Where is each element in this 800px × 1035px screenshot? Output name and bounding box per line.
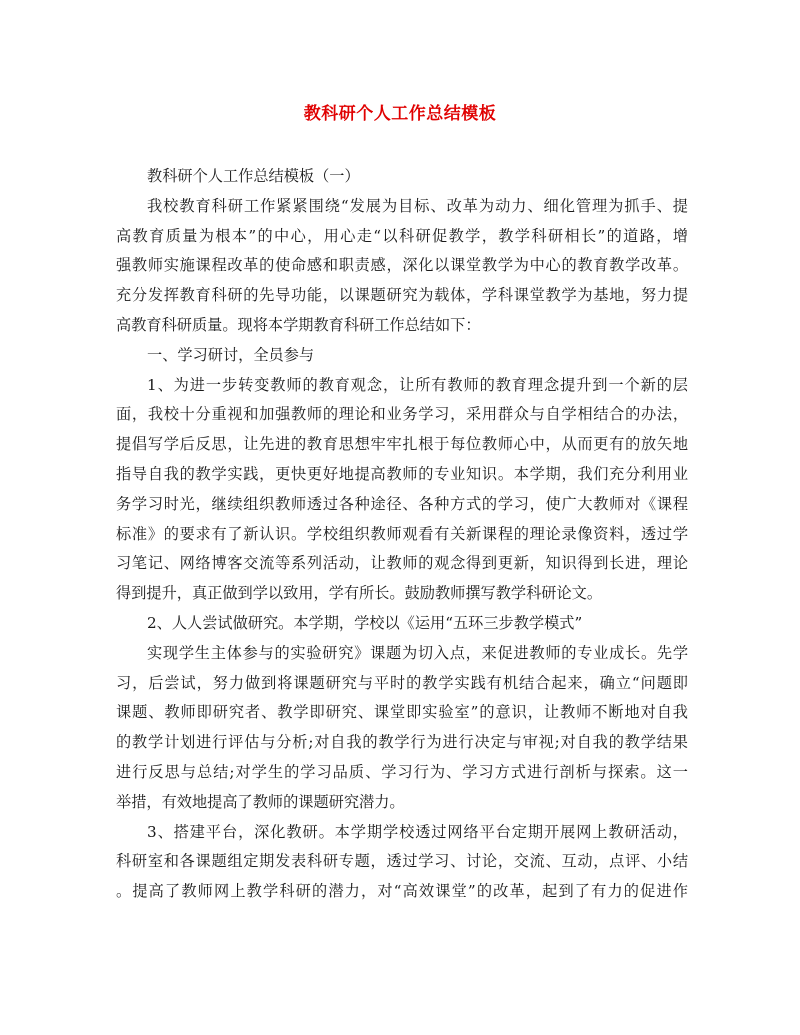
paragraph-line: 标准》的要求有了新认识。学校组织教师观看有关新课程的理论录像资料，透过学: [116, 524, 688, 543]
paragraph-line: 1、为进一步转变教师的教育观念，让所有教师的教育理念提升到一个新的层: [147, 375, 688, 394]
paragraph-line: 高教育科研质量。现将本学期教育科研工作总结如下：: [116, 315, 481, 334]
paragraph-line: 高教育质量为根本”的中心，用心走“以科研促教学，教学科研相长”的道路，增: [116, 226, 688, 245]
paragraph-line: 教科研个人工作总结模板（一）: [147, 167, 360, 185]
paragraph-line: 科研室和各课题组定期发表科研专题，透过学习、讨论，交流、互动，点评、小结: [116, 852, 688, 871]
paragraph-line: 3、搭建平台，深化教研。本学期学校透过网络平台定期开展网上教研活动，: [147, 822, 688, 841]
paragraph-line: 进行反思与总结;对学生的学习品质、学习行为、学习方式进行剖析与探索。这一: [116, 762, 688, 781]
paragraph-line: 举措，有效地提高了教师的课题研究潜力。: [116, 792, 405, 811]
paragraph-line: 提倡写学后反思，让先进的教育思想牢牢扎根于每位教师心中，从而更有的放矢地: [116, 435, 688, 454]
document-title: 教科研个人工作总结模板: [303, 104, 497, 124]
paragraph-line: 实现学生主体参与的实验研究》课题为切入点，来促进教师的专业成长。先学: [147, 643, 688, 662]
paragraph-line: 强教师实施课程改革的使命感和职责感，深化以课堂教学为中心的教育教学改革。: [116, 256, 688, 275]
paragraph-line: 充分发挥教育科研的先导功能，以课题研究为载体，学科课堂教学为基地，努力提: [116, 286, 688, 305]
paragraph-line: 得到提升，真正做到学以致用，学有所长。鼓励教师撰写教学科研论文。: [116, 584, 602, 603]
paragraph-line: 的教学计划进行评估与分析;对自我的教学行为进行决定与审视;对自我的教学结果: [116, 733, 688, 752]
document-body: [116, 162, 688, 907]
paragraph-line: 2、人人尝试做研究。本学期，学校以《运用“五环三步教学模式”: [147, 613, 583, 632]
paragraph-line: 务学习时光，继续组织教师透过各种途径、各种方式的学习，使广大教师对《课程: [116, 494, 688, 513]
paragraph-line: 课题、教师即研究者、教学即研究、课堂即实验室”的意识，让教师不断地对自我: [116, 703, 688, 722]
paragraph-line: 。提高了教师网上教学科研的潜力，对“高效课堂”的改革，起到了有力的促进作: [116, 882, 688, 901]
paragraph-line: 指导自我的教学实践，更快更好地提高教师的专业知识。本学期，我们充分利用业: [116, 464, 688, 483]
paragraph-line: 我校教育科研工作紧紧围绕“发展为目标、改革为动力、细化管理为抓手、提: [147, 196, 688, 215]
paragraph-line: 面，我校十分重视和加强教师的理论和业务学习，采用群众与自学相结合的办法，: [116, 405, 688, 424]
paragraph-line: 习笔记、网络博客交流等系列活动，让教师的观念得到更新，知识得到长进，理论: [116, 554, 688, 573]
paragraph-line: 习，后尝试，努力做到将课题研究与平时的教学实践有机结合起来，确立“问题即: [116, 673, 688, 692]
section-heading: 一、学习研讨，全员参与: [147, 345, 315, 364]
